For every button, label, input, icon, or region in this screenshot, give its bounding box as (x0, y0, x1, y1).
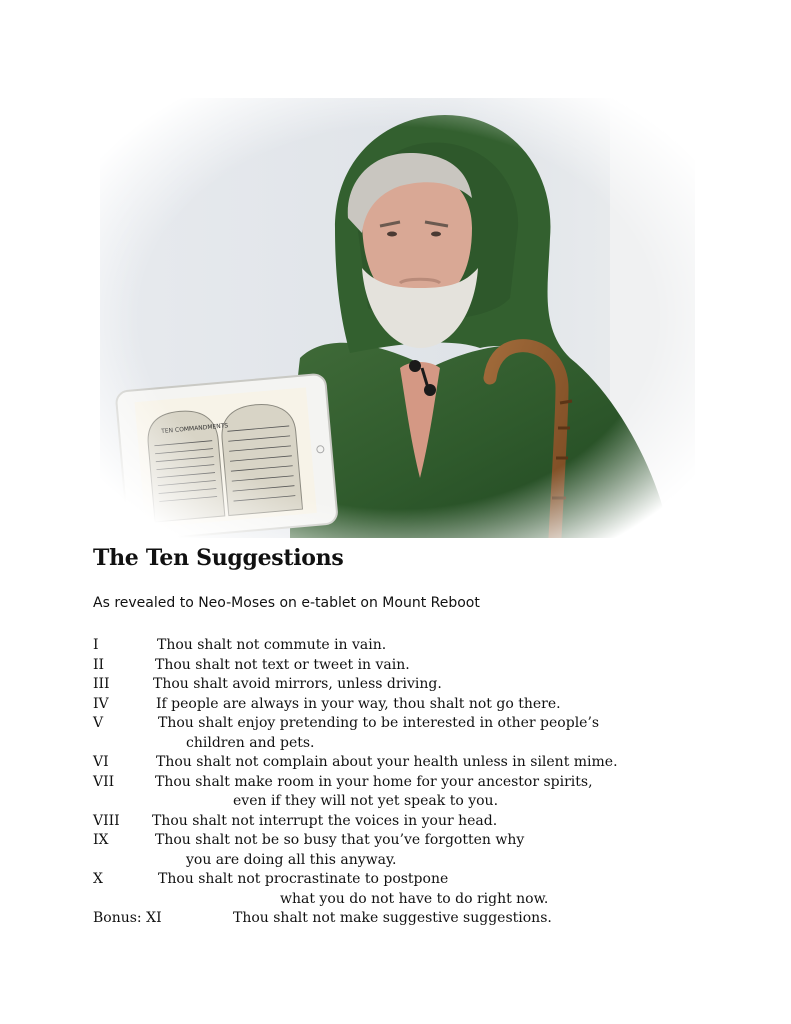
list-item (93, 870, 753, 909)
item-text: Thou shalt not text or tweet in vain. (155, 656, 410, 673)
item-continuation: even if they will not yet speak to you. (233, 793, 499, 809)
item-text: Thou shalt not interrupt the voices in your head. (152, 812, 498, 829)
list-item (93, 753, 753, 773)
item-continuation: what you do not have to do right now. (280, 890, 549, 907)
list-item (93, 909, 753, 929)
item-text: Thou shalt enjoy pretending to be interested in other people’s (158, 715, 600, 731)
list-item (93, 636, 753, 656)
suggestions-list (93, 636, 753, 929)
item-text: If people are always in your way, thou shalt not go there. (156, 695, 561, 712)
item-number: II (93, 656, 105, 673)
item-number: X (93, 871, 103, 887)
item-number: III (93, 676, 110, 692)
item-text: Thou shalt not procrastinate to postpone (158, 871, 449, 887)
item-text: Thou shalt not commute in vain. (157, 637, 387, 653)
item-number: VIII (93, 812, 120, 829)
item-number: IV (93, 695, 109, 712)
list-item (93, 831, 753, 870)
page-subtitle: As revealed to Neo-Moses on e-tablet on Mount Reboot (93, 595, 480, 611)
item-text: Thou shalt avoid mirrors, unless driving. (153, 676, 442, 692)
item-number: VII (93, 773, 115, 790)
item-number: I (93, 637, 99, 653)
item-number: IX (93, 832, 109, 848)
item-continuation: you are doing all this anyway. (186, 851, 397, 868)
item-text: Thou shalt not make suggestive suggestions. (233, 910, 552, 926)
list-item (93, 695, 753, 715)
item-continuation: children and pets. (186, 734, 315, 751)
item-number: V (93, 715, 104, 731)
list-item (93, 812, 753, 832)
item-text: Thou shalt not be so busy that you’ve forgotten why (155, 832, 525, 848)
list-item (93, 656, 753, 676)
item-text: Thou shalt not complain about your health unless in silent mime. (156, 754, 618, 770)
item-number: VI (93, 754, 109, 770)
item-number: Bonus: XI (93, 910, 162, 926)
page-title: The Ten Suggestions (93, 545, 344, 571)
list-item (93, 714, 753, 753)
list-item (93, 773, 753, 812)
item-text: Thou shalt make room in your home for your ancestor spirits, (155, 773, 593, 790)
list-item (93, 675, 753, 695)
hooded-man-photo (100, 98, 695, 538)
